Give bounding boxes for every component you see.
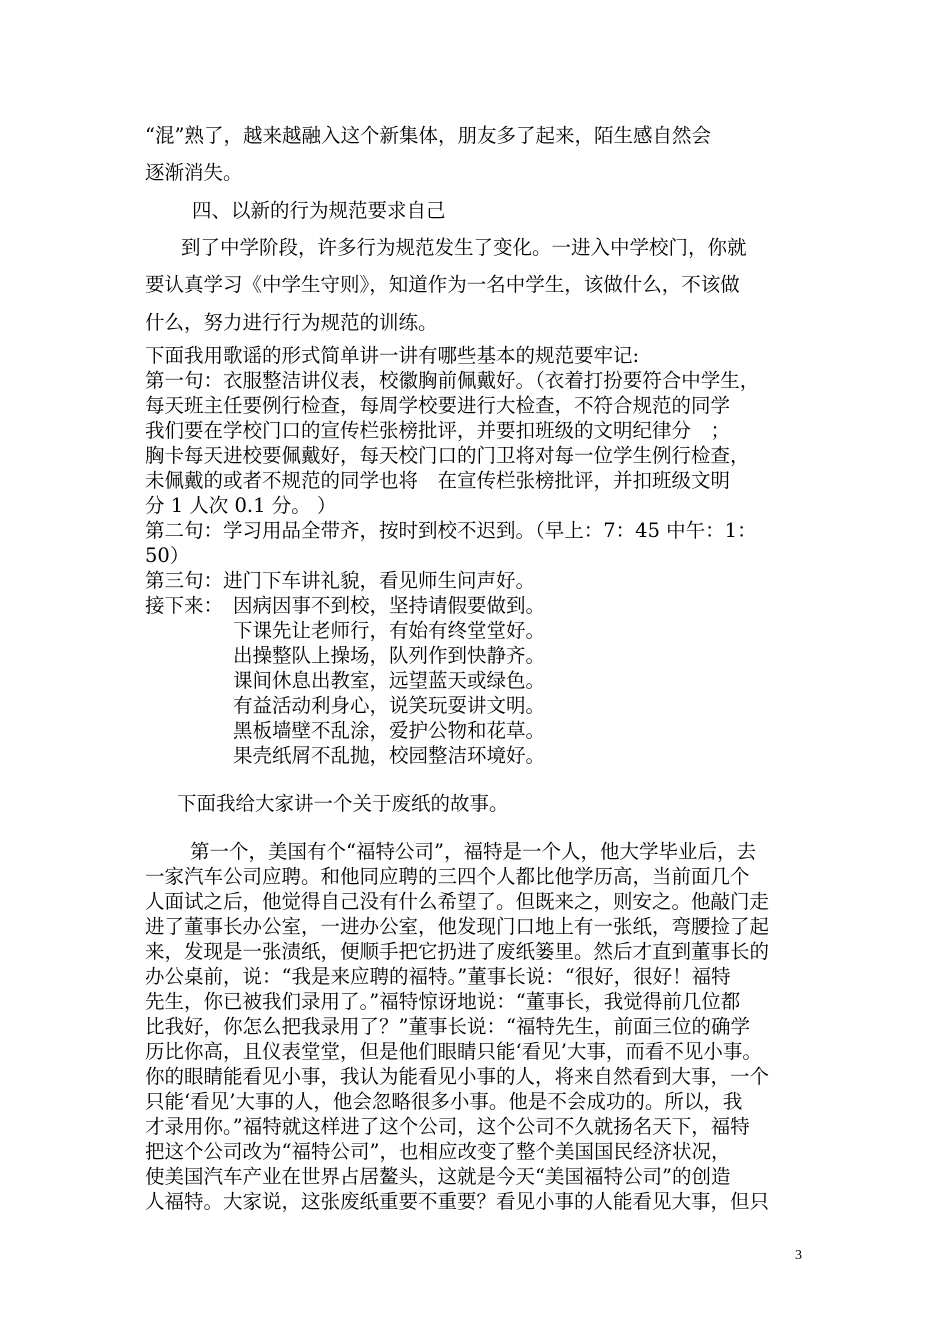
story-line: 先生，你已被我们录用了。”福特惊讶地说：“董事长，我觉得前几位都 xyxy=(145,990,741,1013)
story-line: 使美国汽车产业在世界占居鳌头，这就是今天“美国福特公司”的创造 xyxy=(145,1165,731,1188)
verse-label: 接下来： xyxy=(145,594,224,617)
paragraph-line: 到了中学阶段，许多行为规范发生了变化。一进入中学校门，你就 xyxy=(181,236,747,259)
story-line: 进了董事长办公室，一进办公室，他发现门口地上有一张纸，弯腰捡了起 xyxy=(145,915,770,938)
rule-third-line: 第三句：进门下车讲礼貌，看见师生问声好。 xyxy=(145,569,536,592)
page-number: 3 xyxy=(795,1248,802,1263)
rule-second-line: 第二句：学习用品全带齐，按时到校不迟到。（早上：7：45 中午：1： xyxy=(145,519,757,542)
rule-first-line: 未佩戴的或者不规范的同学也将 在宣传栏张榜批评，并扣班级文明 xyxy=(145,469,731,492)
verse-line: 课间休息出教室，远望蓝天或绿色。 xyxy=(233,669,546,692)
paragraph-line: 要认真学习《中学生守则》，知道作为一名中学生，该做什么，不该做 xyxy=(145,273,740,296)
verse-line: 下课先让老师行，有始有终堂堂好。 xyxy=(233,619,546,642)
rule-first-line: 我们要在学校门口的宣传栏张榜批评，并要扣班级的文明纪律分 ； xyxy=(145,419,731,442)
verse-line: 出操整队上操场，队列作到快静齐。 xyxy=(233,644,546,667)
story-line: 一家汽车公司应聘。和他同应聘的三四个人都比他学历高，当前面几个 xyxy=(145,865,750,888)
verse-line: 果壳纸屑不乱抛，校园整洁环境好。 xyxy=(233,744,546,767)
verse-line: 因病因事不到校，坚持请假要做到。 xyxy=(233,594,546,617)
rule-first-line: 每天班主任要例行检查，每周学校要进行大检查，不符合规范的同学 xyxy=(145,394,731,417)
story-line: 历比你高，且仪表堂堂，但是他们眼睛只能‘看见’大事，而看不见小事。 xyxy=(145,1040,762,1063)
rule-first-line: 第一句：衣服整洁讲仪表，校徽胸前佩戴好。（衣着打扮要符合中学生， xyxy=(145,369,760,392)
verse-line: 有益活动利身心，说笑玩耍讲文明。 xyxy=(233,694,546,717)
story-line: 人面试之后，他觉得自己没有什么希望了。但既来之，则安之。他敲门走 xyxy=(145,890,770,913)
paragraph-line: “混”熟了，越来越融入这个新集体，朋友多了起来，陌生感自然会 xyxy=(145,124,711,147)
story-line: 把这个公司改为“福特公司”，也相应改变了整个美国国民经济状况， xyxy=(145,1140,731,1163)
story-intro: 下面我给大家讲一个关于废纸的故事。 xyxy=(177,792,509,815)
section-heading: 四、以新的行为规范要求自己 xyxy=(192,199,446,222)
story-line: 办公桌前，说：“我是来应聘的福特。”董事长说：“很好，很好！福特 xyxy=(145,965,731,988)
story-line: 第一个，美国有个“福特公司”，福特是一个人，他大学毕业后，去 xyxy=(190,840,756,863)
rule-first-line: 分 1 人次 0.1 分。 ） xyxy=(145,494,337,517)
story-line: 你的眼睛能看见小事，我认为能看见小事的人，将来自然看到大事，一个 xyxy=(145,1065,770,1088)
rules-intro: 下面我用歌谣的形式简单讲一讲有哪些基本的规范要牢记: xyxy=(145,344,640,367)
verse-line: 黑板墙壁不乱涂，爱护公物和花草。 xyxy=(233,719,546,742)
rule-first-line: 胸卡每天进校要佩戴好，每天校门口的门卫将对每一位学生例行检查， xyxy=(145,444,750,467)
story-line: 才录用你。”福特就这样进了这个公司，这个公司不久就扬名天下，福特 xyxy=(145,1115,750,1138)
paragraph-line: 逐渐消失。 xyxy=(145,161,243,184)
story-line: 人福特。大家说，这张废纸重要不重要？看见小事的人能看见大事，但只 xyxy=(145,1190,770,1213)
story-line: 来，发现是一张渍纸，便顺手把它扔进了废纸篓里。然后才直到董事长的 xyxy=(145,940,770,963)
paragraph-line: 什么，努力进行行为规范的训练。 xyxy=(145,311,438,334)
story-line: 比我好，你怎么把我录用了？”董事长说：“福特先生，前面三位的确学 xyxy=(145,1015,750,1038)
rule-second-line: 50） xyxy=(145,544,190,567)
story-line: 只能‘看见’大事的人，他会忽略很多小事。他是不会成功的。所以，我 xyxy=(145,1090,743,1113)
